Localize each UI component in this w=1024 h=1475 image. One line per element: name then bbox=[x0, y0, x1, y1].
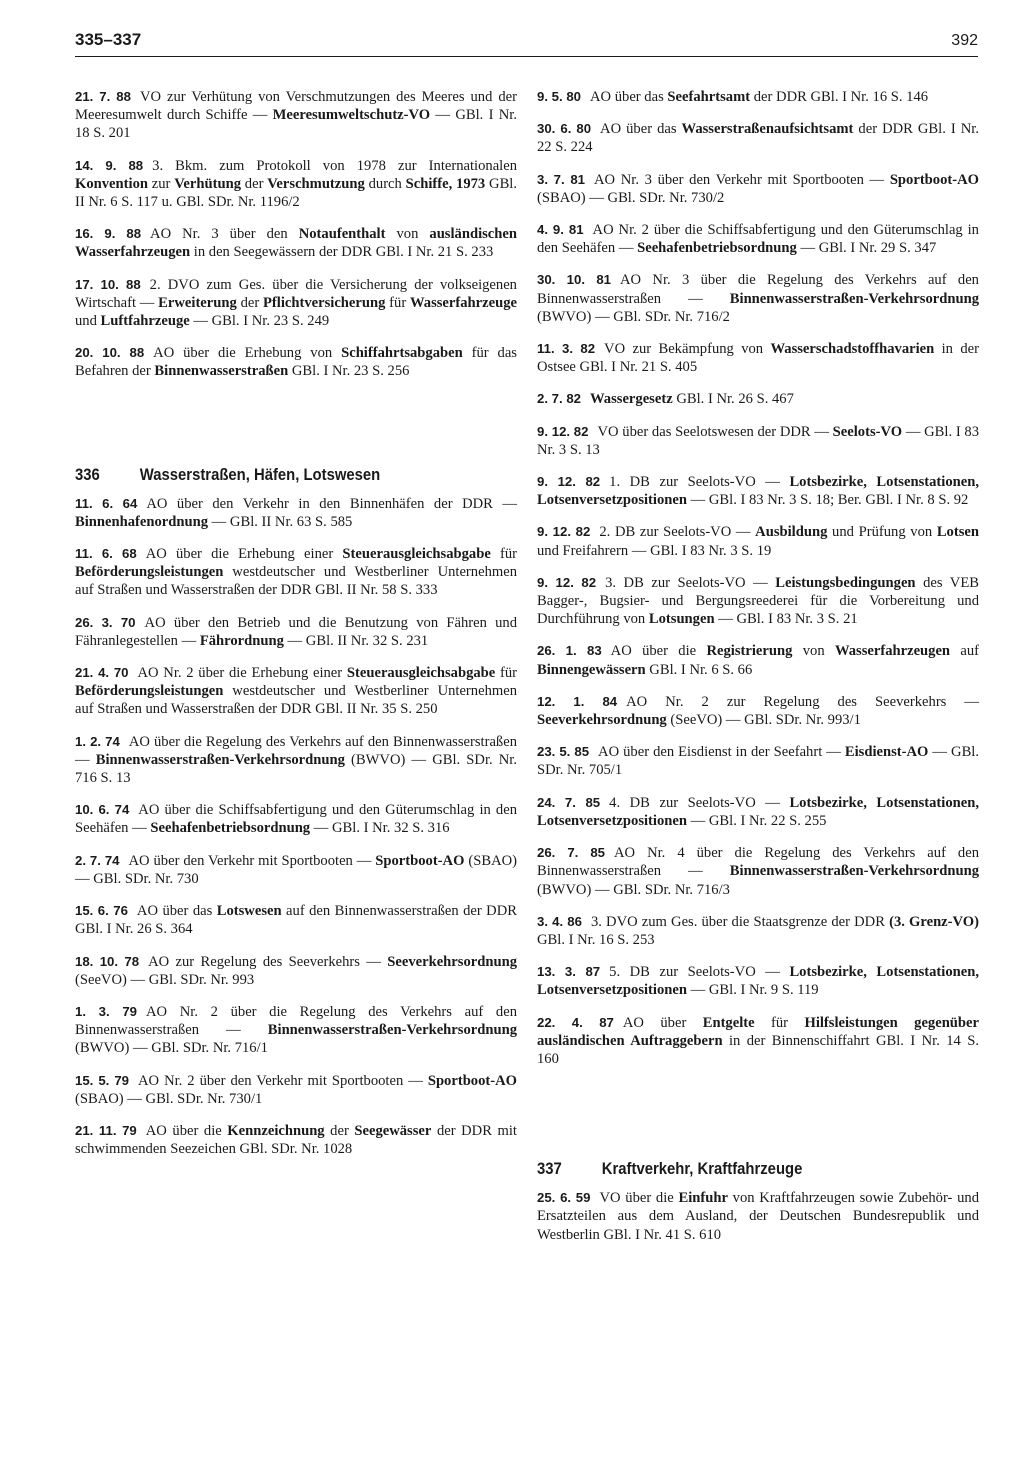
entry-keyword: Lotsungen bbox=[648, 611, 715, 628]
entry-text: GBl. I Nr. 26 S. 467 bbox=[672, 391, 794, 408]
law-entry bbox=[537, 340, 979, 376]
entry-keyword: Verschmutzung bbox=[267, 175, 365, 192]
entry-keyword: Wasserfahrzeugen bbox=[834, 643, 951, 660]
entry-text: — GBl. I Nr. 23 S. 249 bbox=[189, 313, 330, 330]
entry-text: 3. Bkm. zum Protokoll von 1978 zur Internationalen bbox=[152, 157, 517, 174]
entry-keyword: Sportboot-AO bbox=[375, 852, 465, 869]
entry-text: für bbox=[385, 294, 410, 311]
entry-list bbox=[75, 88, 517, 381]
entry-date: 23. 5. 85 bbox=[537, 744, 590, 760]
entry-date: 1. 2. 74 bbox=[75, 733, 120, 749]
entry-keyword: Binnenwasserstraßen-Verkehrsordnung bbox=[267, 1022, 517, 1039]
entry-date: 11. 6. 68 bbox=[75, 546, 137, 562]
entry-date: 13. 3. 87 bbox=[537, 964, 601, 980]
law-entry bbox=[537, 120, 979, 156]
entry-keyword: Seelots-VO bbox=[832, 423, 903, 440]
entry-keyword: Seeverkehrsordnung bbox=[387, 953, 517, 970]
law-entry bbox=[537, 1014, 979, 1069]
entry-list bbox=[537, 1189, 979, 1244]
entry-text: AO über die Erhebung von bbox=[153, 345, 342, 362]
entry-text: GBl. I Nr. 16 S. 253 bbox=[537, 931, 655, 948]
entry-keyword: Konvention bbox=[75, 175, 148, 192]
entry-date: 14. 9. 88 bbox=[75, 157, 144, 173]
section-number: 336 bbox=[75, 465, 100, 484]
law-entry bbox=[75, 88, 517, 143]
entry-text: AO Nr. 3 über die Regelung des Verkehrs auf den Binnenwasserstraßen — bbox=[537, 272, 979, 307]
law-entry bbox=[537, 963, 979, 999]
entry-text: und bbox=[75, 313, 101, 330]
entry-text: — GBl. II Nr. 32 S. 231 bbox=[283, 632, 429, 649]
entry-keyword: Meeresumweltschutz-VO bbox=[272, 107, 431, 124]
law-entry bbox=[537, 913, 979, 949]
entry-text: GBl. II Nr. 6 S. 117 u. GBl. SDr. Nr. 1196/2 bbox=[75, 175, 518, 211]
law-entry bbox=[537, 271, 979, 326]
entry-text: GBl. I Nr. 23 S. 256 bbox=[288, 363, 410, 380]
entry-keyword: Seefahrtsamt bbox=[667, 89, 751, 105]
entry-date: 9. 12. 82 bbox=[537, 574, 597, 590]
entry-keyword: Eisdienst-AO bbox=[844, 744, 929, 761]
entry-text: westdeutscher und Westberliner Unternehmen auf Straßen und Wasserstraßen der DDR GBl. II Nr. 35 S. 250 bbox=[75, 683, 517, 718]
entry-date: 26. 1. 83 bbox=[537, 643, 602, 659]
entry-text: AO über das bbox=[590, 89, 668, 105]
law-entry bbox=[75, 902, 517, 938]
section-title: Wasserstraßen, Häfen, Lotswesen bbox=[139, 465, 381, 484]
entry-date: 3. 4. 86 bbox=[537, 913, 582, 929]
entry-date: 20. 10. 88 bbox=[75, 345, 145, 361]
entry-text: der bbox=[236, 294, 263, 311]
section-heading bbox=[75, 466, 473, 485]
entry-text: der DDR GBl. I Nr. 22 S. 224 bbox=[537, 121, 979, 156]
law-entry bbox=[537, 473, 979, 509]
law-entry bbox=[537, 574, 979, 629]
law-entry bbox=[75, 1003, 517, 1058]
entry-text: AO über den Betrieb und die Benutzung von Fähren und Fähranlegestellen — bbox=[75, 614, 518, 649]
entry-keyword: Notaufenthalt bbox=[298, 226, 386, 243]
entry-keyword: Erweiterung bbox=[158, 294, 237, 311]
entry-text: für bbox=[490, 546, 518, 563]
entry-keyword: Lotsen bbox=[936, 524, 979, 541]
entry-text: AO Nr. 2 über die Regelung des Verkehrs auf den Binnenwasserstraßen — bbox=[75, 1003, 517, 1039]
entry-keyword: Binnengewässern bbox=[537, 661, 646, 678]
entry-keyword: Steuerausgleichsabgabe bbox=[342, 546, 491, 563]
page-number: 392 bbox=[951, 32, 978, 49]
law-entry bbox=[75, 614, 517, 650]
entry-text: AO Nr. 2 über die Erhebung einer bbox=[137, 665, 347, 682]
entry-text: von Kraftfahrzeugen sowie Zubehör- und Ersatzteilen aus dem Ausland, der Deutschen Bundesrepublik und Westberlin GBl. I Nr. 41 S. 610 bbox=[537, 1190, 979, 1243]
entry-text: und Freifahrern — GBl. I 83 Nr. 3 S. 19 bbox=[537, 542, 772, 559]
entry-keyword: Lotsbezirke, Lotsenstationen, Lotsenversetzpositionen bbox=[537, 474, 979, 509]
law-entry bbox=[75, 157, 517, 212]
entry-date: 16. 9. 88 bbox=[75, 226, 142, 242]
entry-text: AO über bbox=[622, 1014, 703, 1031]
entry-text: AO Nr. 2 zur Regelung des Seeverkehrs — bbox=[626, 693, 979, 710]
entry-text: AO über die Schiffsabfertigung und den Güterumschlag in den Seehäfen — bbox=[75, 802, 517, 837]
entry-keyword: Registrierung bbox=[706, 643, 793, 660]
entry-text: auf bbox=[950, 643, 980, 660]
entry-text: der DDR mit schwimmenden Seezeichen GBl. SDr. Nr. 1028 bbox=[75, 1122, 517, 1158]
entry-date: 11. 6. 64 bbox=[75, 495, 138, 511]
entry-text: VO zur Verhütung von Verschmutzungen des Meeres und der Meeresumwelt durch Schiffe — bbox=[75, 89, 517, 124]
entry-keyword: Pflichtversicherung bbox=[263, 294, 386, 311]
entry-text: AO über die Regelung des Verkehrs auf den Binnenwasserstraßen — bbox=[75, 733, 518, 768]
entry-keyword: Binnenwasserstraßen-Verkehrsordnung bbox=[95, 751, 345, 768]
law-entry bbox=[537, 844, 979, 899]
entry-keyword: Verhütung bbox=[174, 175, 241, 192]
law-entry bbox=[537, 88, 979, 106]
entry-keyword: Sportboot-AO bbox=[889, 171, 979, 188]
law-entry bbox=[537, 693, 979, 729]
entry-text: — GBl. I Nr. 32 S. 316 bbox=[310, 820, 450, 837]
section-title: Kraftverkehr, Kraftfahrzeuge bbox=[601, 1160, 803, 1179]
entry-text: 3. DVO zum Ges. über die Staatsgrenze der DDR bbox=[590, 913, 890, 930]
entry-text: von bbox=[385, 226, 430, 243]
entry-text: AO Nr. 2 über die Schiffsabfertigung und den Güterumschlag in den Seehäfen — bbox=[537, 222, 979, 257]
entry-keyword: Wasserschadstoffhavarien bbox=[770, 341, 935, 358]
entry-text bbox=[898, 1015, 914, 1031]
left-column bbox=[75, 88, 517, 1172]
entry-date: 9. 12. 82 bbox=[537, 474, 601, 490]
law-entry bbox=[537, 423, 979, 459]
entry-text: der DDR GBl. I Nr. 16 S. 146 bbox=[750, 89, 929, 105]
entry-text: (BWVO) — GBl. SDr. Nr. 716 S. 13 bbox=[75, 751, 517, 787]
law-entry bbox=[75, 953, 517, 989]
entry-date: 25. 6. 59 bbox=[537, 1190, 591, 1206]
entry-date: 30. 6. 80 bbox=[537, 121, 592, 137]
entry-text: — GBl. I 83 Nr. 3 S. 13 bbox=[537, 423, 980, 458]
entry-text: von bbox=[792, 643, 835, 660]
entry-date: 10. 6. 74 bbox=[75, 802, 130, 818]
entry-date: 15. 6. 76 bbox=[75, 903, 128, 919]
entry-text: — GBl. I Nr. 18 S. 201 bbox=[75, 107, 517, 142]
entry-text: 1. DB zur Seelots-VO — bbox=[609, 474, 790, 491]
entry-text: 4. DB zur Seelots-VO — bbox=[609, 794, 790, 811]
section-heading bbox=[537, 1160, 935, 1179]
entry-keyword: Seehafenbetriebsordnung bbox=[637, 240, 797, 257]
entry-text: durch bbox=[364, 175, 406, 192]
entry-keyword: Kennzeichnung bbox=[227, 1122, 325, 1139]
entry-text: AO zur Regelung des Seeverkehrs — bbox=[148, 953, 388, 970]
entry-text: — GBl. I 83 Nr. 3 S. 21 bbox=[714, 611, 858, 628]
entry-text: AO Nr. 3 über den Verkehr mit Sportbooten — bbox=[594, 171, 890, 188]
entry-text: AO Nr. 2 über den Verkehr mit Sportbooten — bbox=[138, 1072, 428, 1089]
entry-text: (SeeVO) — GBl. SDr. Nr. 993/1 bbox=[666, 712, 861, 729]
entry-text: des VEB Bagger-, Bugsier- und Bergungsreederei für die Vorbereitung und Durchführung von bbox=[537, 574, 979, 628]
law-entry bbox=[75, 344, 517, 380]
entry-text: VO über die bbox=[599, 1190, 679, 1207]
entry-text: GBl. I Nr. 6 S. 66 bbox=[645, 661, 753, 678]
entry-date: 12. 1. 84 bbox=[537, 693, 618, 709]
entry-text: in der Binnenschiffahrt GBl. I Nr. 14 S. 160 bbox=[537, 1032, 980, 1067]
entry-date: 22. 4. 87 bbox=[537, 1014, 614, 1030]
entry-keyword: Hilfsleistungen bbox=[804, 1014, 898, 1031]
entry-text: AO über die bbox=[145, 1122, 228, 1139]
entry-text: — GBl. I 83 Nr. 3 S. 18; Ber. GBl. I Nr. 8 S. 92 bbox=[686, 492, 969, 509]
entry-text: AO über das bbox=[600, 121, 682, 138]
entry-text: VO zur Bekämpfung von bbox=[604, 341, 771, 358]
entry-date: 3. 7. 81 bbox=[537, 171, 585, 187]
entry-keyword: gegenüber ausländischen Auftraggebern bbox=[537, 1014, 979, 1049]
entry-text: der bbox=[241, 175, 268, 192]
entry-date: 21. 4. 70 bbox=[75, 665, 129, 681]
entry-keyword: Binnenwasserstraßen-Verkehrsordnung bbox=[729, 863, 979, 880]
entry-date: 18. 10. 78 bbox=[75, 953, 140, 969]
entry-text: der bbox=[324, 1122, 355, 1139]
entry-keyword: Wassergesetz bbox=[590, 391, 673, 408]
entry-keyword: Fährordnung bbox=[199, 632, 284, 649]
law-entry bbox=[75, 664, 517, 719]
entry-text: (SBAO) — GBl. SDr. Nr. 730 bbox=[75, 852, 518, 887]
entry-keyword: (3. Grenz-VO) bbox=[889, 913, 979, 930]
section-number: 337 bbox=[537, 1160, 562, 1179]
entry-keyword: Seehafenbetriebsordnung bbox=[150, 820, 311, 837]
law-entry bbox=[75, 495, 517, 531]
law-entry bbox=[537, 221, 979, 257]
entry-text: — GBl. I Nr. 29 S. 347 bbox=[796, 240, 937, 257]
entry-date: 9. 5. 80 bbox=[537, 89, 581, 104]
entry-text: AO über den Verkehr in den Binnenhäfen der DDR — bbox=[146, 495, 517, 512]
entry-text: (BWVO) — GBl. SDr. Nr. 716/2 bbox=[537, 308, 730, 325]
entry-keyword: Binnenwasserstraßen-Verkehrsordnung bbox=[729, 290, 979, 307]
entry-keyword: Lotsbezirke, Lotsenstationen, Lotsenversetzpositionen bbox=[537, 794, 979, 829]
entry-text: VO über das Seelotswesen der DDR — bbox=[597, 423, 833, 440]
entry-date: 26. 3. 70 bbox=[75, 614, 136, 630]
entry-text: AO Nr. 4 über die Regelung des Verkehrs auf den Binnenwasserstraßen — bbox=[537, 845, 979, 880]
law-entry bbox=[75, 852, 517, 888]
entry-list bbox=[537, 88, 979, 1068]
law-entry bbox=[537, 523, 979, 559]
law-entry bbox=[537, 794, 979, 830]
entry-date: 9. 12. 82 bbox=[537, 423, 589, 439]
entry-text: — GBl. I Nr. 22 S. 255 bbox=[686, 812, 827, 829]
law-entry bbox=[75, 733, 517, 788]
entry-date: 9. 12. 82 bbox=[537, 524, 591, 540]
entry-text: in den Seegewässern der DDR GBl. I Nr. 21 S. 233 bbox=[190, 244, 494, 261]
entry-text: (SBAO) — GBl. SDr. Nr. 730/2 bbox=[537, 189, 725, 206]
law-entry bbox=[75, 801, 517, 837]
entry-text: für bbox=[495, 665, 518, 682]
law-entry bbox=[537, 390, 979, 408]
entry-text: und Prüfung von bbox=[827, 524, 937, 541]
entry-date: 17. 10. 88 bbox=[75, 276, 141, 292]
entry-text: in der Ostsee GBl. I Nr. 21 S. 405 bbox=[537, 341, 979, 376]
entry-text: (SBAO) — GBl. SDr. Nr. 730/1 bbox=[75, 1090, 263, 1107]
entry-keyword: Schiffe, 1973 bbox=[405, 175, 486, 192]
entry-text: — GBl. II Nr. 63 S. 585 bbox=[208, 513, 353, 530]
entry-date: 15. 5. 79 bbox=[75, 1072, 130, 1088]
entry-keyword: Beförderungsleistungen bbox=[75, 564, 224, 581]
entry-date: 1. 3. 79 bbox=[75, 1003, 138, 1019]
entry-keyword: Einfuhr bbox=[678, 1190, 728, 1207]
entry-keyword: Ausbildung bbox=[755, 524, 828, 541]
entry-date: 24. 7. 85 bbox=[537, 794, 601, 810]
entry-keyword: Seeverkehrsordnung bbox=[537, 712, 667, 729]
entry-text: westdeutscher und Westberliner Unternehmen auf Straßen und Wasserstraßen der DDR GBl. II Nr. 58 S. 333 bbox=[75, 564, 517, 599]
entry-keyword: Steuerausgleichsabgabe bbox=[346, 665, 496, 682]
entry-date: 4. 9. 81 bbox=[537, 222, 584, 238]
law-entry bbox=[75, 1072, 517, 1108]
entry-text: (BWVO) — GBl. SDr. Nr. 716/1 bbox=[75, 1040, 268, 1057]
entry-keyword: Lotswesen bbox=[216, 903, 282, 920]
entry-text: 2. DB zur Seelots-VO — bbox=[599, 524, 756, 541]
entry-text: (BWVO) — GBl. SDr. Nr. 716/3 bbox=[537, 881, 730, 898]
law-entry bbox=[75, 1122, 517, 1158]
header-rule bbox=[75, 56, 978, 57]
law-entry bbox=[537, 1189, 979, 1244]
entry-keyword: Luftfahrzeuge bbox=[100, 313, 190, 330]
section-range: 335–337 bbox=[75, 30, 142, 49]
entry-keyword: Wasserfahrzeuge bbox=[409, 294, 517, 311]
entry-text: AO über die Erhebung einer bbox=[145, 546, 343, 563]
law-entry bbox=[75, 225, 517, 261]
entry-text: AO Nr. 3 über den bbox=[150, 226, 299, 243]
entry-date: 26. 7. 85 bbox=[537, 845, 606, 861]
entry-date: 2. 7. 82 bbox=[537, 391, 581, 407]
right-column bbox=[537, 88, 979, 1258]
entry-text: — GBl. SDr. Nr. 705/1 bbox=[537, 744, 980, 779]
entry-text: zur bbox=[147, 175, 175, 192]
entry-keyword: Entgelte bbox=[702, 1014, 755, 1031]
entry-keyword: ausländischen Wasserfahrzeugen bbox=[75, 226, 517, 261]
entry-keyword: Beförderungsleistungen bbox=[75, 683, 224, 700]
entry-date: 30. 10. 81 bbox=[537, 272, 612, 288]
entry-date: 2. 7. 74 bbox=[75, 852, 120, 868]
entry-text: 3. DB zur Seelots-VO — bbox=[605, 574, 776, 591]
law-entry bbox=[537, 642, 979, 678]
entry-keyword: Schiffahrtsabgaben bbox=[341, 345, 463, 362]
entry-text: AO über das bbox=[136, 903, 217, 920]
entry-keyword: Seegewässer bbox=[354, 1122, 432, 1139]
entry-date: 11. 3. 82 bbox=[537, 341, 596, 357]
law-entry bbox=[75, 276, 517, 331]
entry-date: 21. 11. 79 bbox=[75, 1122, 137, 1138]
law-entry bbox=[537, 171, 979, 207]
entry-text: AO über die bbox=[610, 643, 707, 660]
entry-text: AO über den Eisdienst in der Seefahrt — bbox=[598, 744, 845, 761]
entry-keyword: Leistungsbedingungen bbox=[775, 574, 916, 591]
entry-text: auf den Binnenwasserstraßen der DDR GBl. I Nr. 26 S. 364 bbox=[75, 903, 517, 938]
entry-text: 5. DB zur Seelots-VO — bbox=[609, 964, 790, 981]
entry-keyword: Lotsbezirke, Lotsenstationen, Lotsenversetzpositionen bbox=[537, 964, 979, 999]
entry-date: 21. 7. 88 bbox=[75, 89, 131, 104]
entry-keyword: Binnenwasserstraßen bbox=[154, 363, 289, 380]
entry-keyword: Sportboot-AO bbox=[427, 1072, 518, 1089]
entry-text: (SeeVO) — GBl. SDr. Nr. 993 bbox=[75, 971, 255, 988]
entry-keyword: Binnenhafenordnung bbox=[75, 513, 209, 530]
entry-text: für das Befahren der bbox=[75, 345, 517, 380]
entry-list bbox=[75, 495, 517, 1159]
law-entry bbox=[75, 545, 517, 600]
entry-text: AO über den Verkehr mit Sportbooten — bbox=[128, 852, 376, 869]
entry-text: — GBl. I Nr. 9 S. 119 bbox=[686, 982, 819, 999]
entry-keyword: Wasserstraßenaufsichtsamt bbox=[681, 121, 854, 138]
entry-text: für bbox=[754, 1014, 805, 1031]
entry-text: 2. DVO zum Ges. über die Versicherung der volkseigenen Wirtschaft — bbox=[75, 276, 517, 311]
law-entry bbox=[537, 743, 979, 779]
